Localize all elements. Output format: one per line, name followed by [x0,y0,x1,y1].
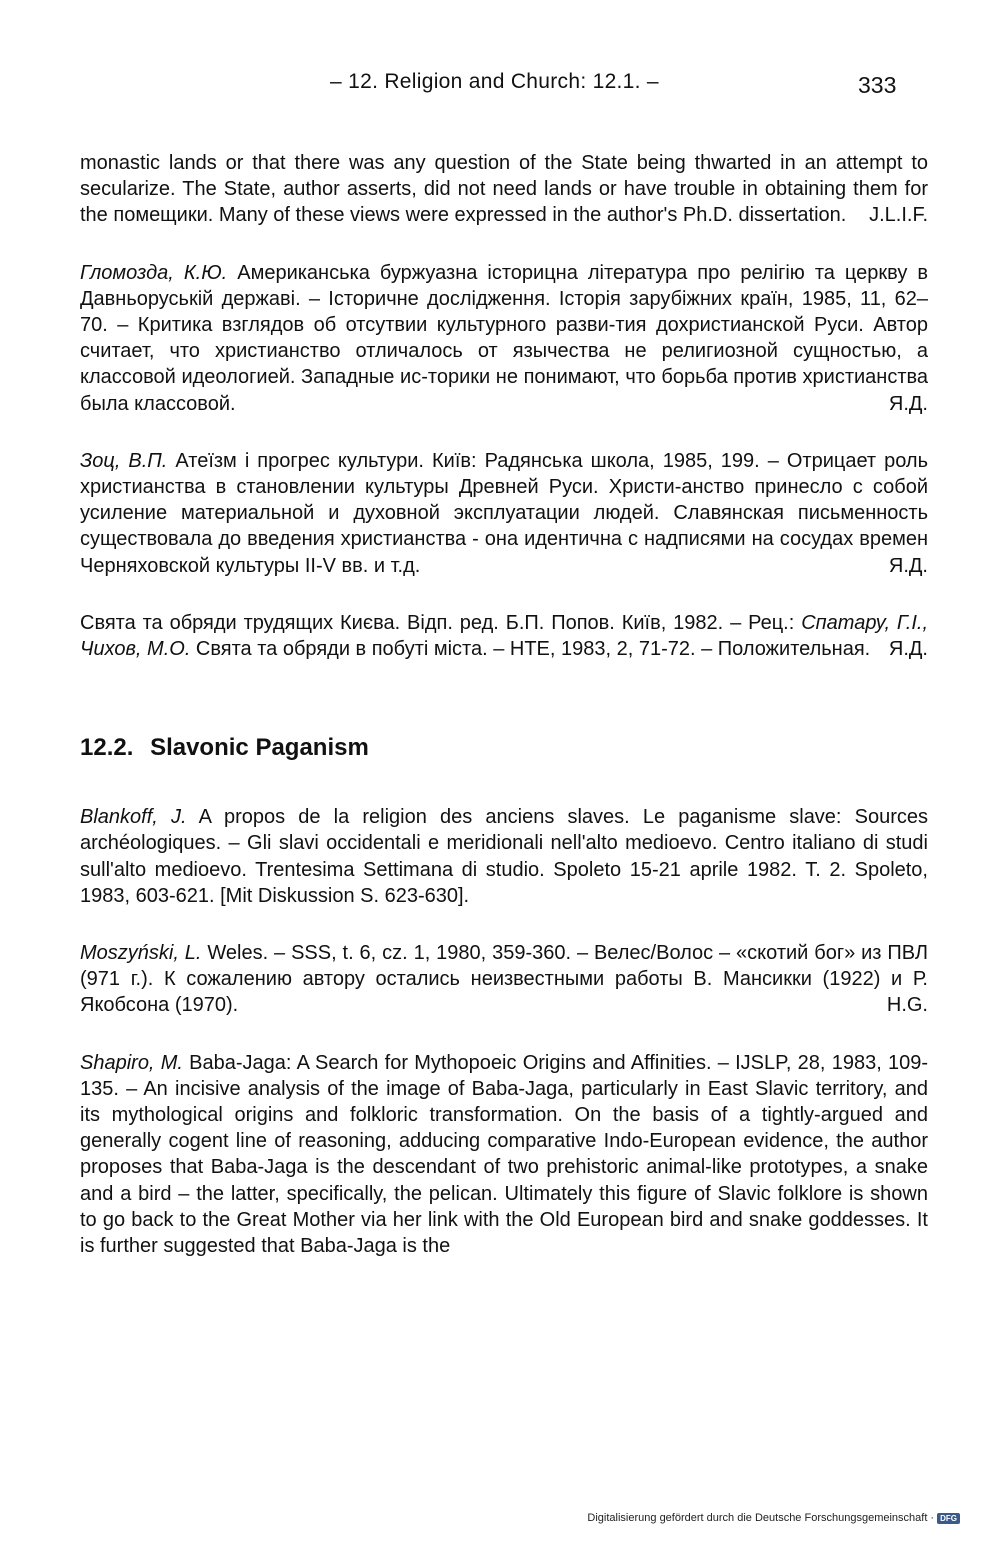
page-content [80,150,928,1290]
entry-text: Атеїзм і прогрес культури. Київ: Радянська школа, 1985, 199. – Отрицает роль христианства в становлении культуры Древней Руси. Христи-анство принесло с собой усиление материальной и духовной эксплуатации людей. Славянская письменность существовала до введения христианства - она идентична с надписями на сосудах времен Черняховской культуры II-V вв. и т.д. [80,449,928,577]
running-head: – 12. Religion and Church: 12.1. – [330,70,659,93]
section-number: 12.2. [80,734,134,762]
credit-text: Digitalisierung gefördert durch die Deutsche Forschungsgemeinschaft · [587,1512,935,1524]
entry-text: Американська буржуазна історицна література про релігію та церкву в Давньоруській державі. – Історичне дослідження. Історія зарубіжних країн, 1985, 11, 62–70. – Критика взглядов об отсутвии культурного разви-тия дохристианской Руси. Автор считает, что христианство отличалось от язычества не религиозной сущностью, а классовой идеологией. Западные ис-торики не понимают, что борьба против христианства была классовой. [80,261,928,415]
entry-text: A propos de la religion des anciens slaves. Le paganisme slave: Sources archéologiques. – Gli slavi occidentali e meridionali nell'alto medioevo. Centro italiano di studi sull'alto medioevo. Trentesima Settimana di studio. Spoleto 15-21 aprile 1982. T. 2. Spoleto, 1983, 603-621. [Mit Diskussion S. 623-630]. [80,806,929,907]
reviewer-initials: H.G. [886,994,928,1017]
reviewer-initials: Я.Д. [888,638,928,661]
entry-text: Свята та обряди трудящих Києва. Відп. ред. Б.П. Попов. Київ, 1982. – Рец.: [80,611,802,634]
bibliography-entry [80,940,928,1019]
entry-author: Moszyński, L. [80,942,202,965]
page-number: 333 [858,72,897,98]
bibliography-entry [80,610,928,662]
bibliography-entry [80,448,928,579]
entry-text: Baba-Jaga: A Search for Mythopoeic Origins and Affinities. – IJSLP, 28, 1983, 109-135. – An incisive analysis of the image of Baba-Jaga, particularly in East Slavic territory, and its mythological origins and folkloric transformation. On the basis of a tightly-argued and generally cogent line of reasoning, adducing comparative Indo-European evidence, the author proposes that Baba-Jaga is the descendant of two prehistoric animal-like prototypes, a snake and a bird – the latter, specifically, the pelican. Ultimately this figure of Slavic folklore is shown to go back to the Great Mother via her link with the Old European bird and snake goddesses. It is further suggested that Baba-Jaga is the [80,1051,928,1258]
reviewer-initials: Я.Д. [888,392,928,415]
entry-author: Зоц, В.П. [80,449,168,472]
dfg-logo-icon: DFG [937,1513,960,1524]
reviewer-initials: Я.Д. [888,554,928,577]
reviewer-initials: J.L.I.F. [869,204,928,227]
entry-author: Blankoff, J. [80,806,187,829]
bibliography-entry [80,1050,928,1260]
section-title: Slavonic Paganism [150,734,369,762]
entry-text: Weles. – SSS, t. 6, cz. 1, 1980, 359-360. – Велес/Волос – «скотий бог» из ПВЛ (971 г.). К сожалению автору остались неизвестными работы В. Мансикки (1922) и Р. Якобсона (1970). [80,942,928,1017]
bibliography-entry [80,260,928,417]
entry-text: monastic lands or that there was any question of the State being thwarted in an attempt to secularize. The State, author asserts, did not need lands or have trouble in obtaining them for the помещики. Many of these views were expressed in the author's Ph.D. dissertation. [80,152,928,227]
digitization-credit [587,1512,960,1524]
bibliography-entry [80,150,928,229]
entry-author: Shapiro, M. [80,1051,183,1074]
entry-text: Свята та обряди в побуті міста. – НТЕ, 1983, 2, 71-72. – Положительная. [190,638,871,661]
entry-author: Гломозда, К.Ю. [80,261,228,284]
section-heading [80,734,928,762]
bibliography-entry [80,804,928,909]
page-header [0,70,1000,104]
entry-author: Спатару, Г.І., Чихов, М.О. [80,611,929,661]
